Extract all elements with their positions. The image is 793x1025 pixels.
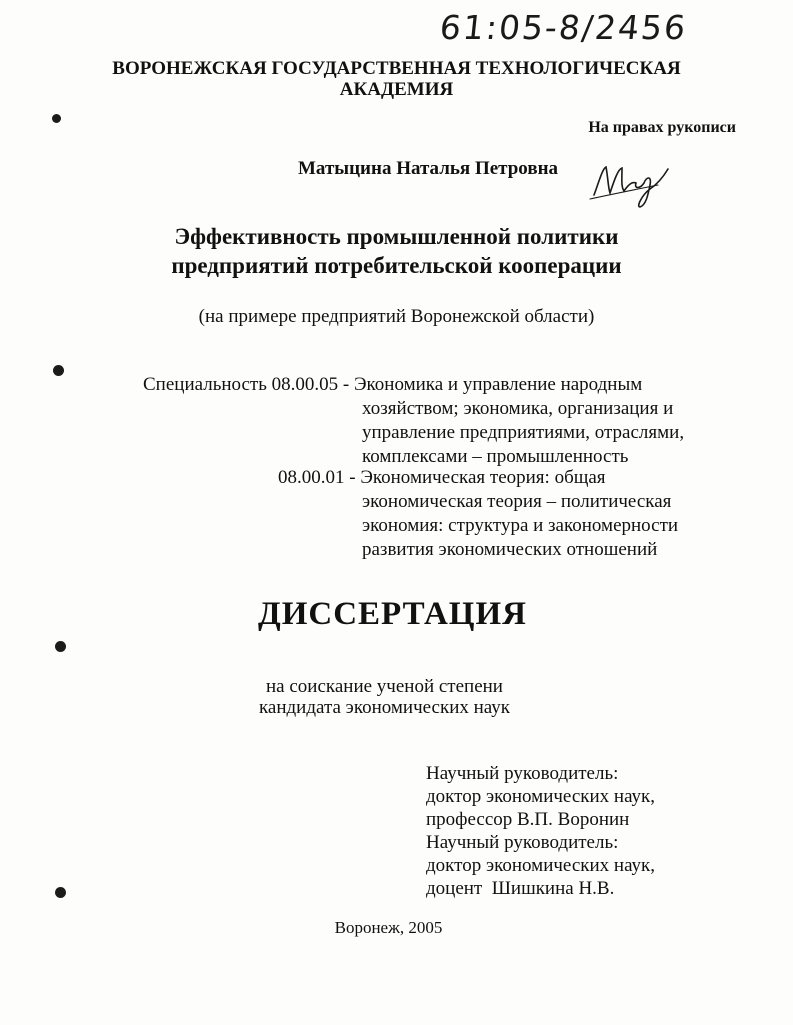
specialty-2-line: экономия: структура и закономерности (362, 515, 679, 536)
degree-line-1: на соискание ученой степени (266, 676, 503, 697)
specialty-2-line: развития экономических отношений (362, 539, 658, 560)
subtitle: (на примере предприятий Воронежской области) (198, 306, 595, 327)
supervisor-line: профессор В.П. Воронин (426, 809, 630, 830)
supervisor-line: доктор экономических наук, (426, 786, 656, 807)
dissertation-title (0, 222, 793, 280)
institution-line-2: АКАДЕМИЯ (339, 79, 454, 100)
title-line-2: предприятий потребительской кооперации (171, 253, 622, 278)
specialty-2-line: экономическая теория – политическая (362, 491, 672, 512)
specialty-intro: Специальность 08.00.05 - Экономика и управление народным (143, 374, 643, 395)
specialty-1-description (362, 397, 684, 469)
signature-icon (588, 155, 678, 210)
supervisor-line: доцент Шишкина Н.В. (426, 878, 615, 899)
degree-line-2: кандидата экономических наук (258, 697, 511, 718)
rights-note: На правах рукописи (588, 119, 736, 136)
specialty-1-line: комплексами – промышленность (362, 446, 629, 467)
punch-hole-mark (53, 365, 64, 376)
specialty-2-description (362, 490, 678, 562)
punch-hole-mark (52, 114, 61, 123)
city-year: Воронеж, 2005 (334, 918, 443, 937)
institution-line-1: ВОРОНЕЖСКАЯ ГОСУДАРСТВЕННАЯ ТЕХНОЛОГИЧЕСКАЯ (112, 58, 681, 79)
supervisor-line: Научный руководитель: (426, 763, 619, 784)
supervisors-block (426, 762, 655, 900)
specialty-1-line: управление предприятиями, отраслями, (362, 422, 685, 443)
punch-hole-mark (55, 887, 66, 898)
punch-hole-mark (55, 641, 66, 652)
institution-name (0, 58, 793, 100)
supervisor-line: доктор экономических наук, (426, 855, 656, 876)
title-line-1: Эффективность промышленной политики (174, 224, 619, 249)
specialty-1-line: хозяйством; экономика, организация и (362, 398, 674, 419)
specialty-2-code: 08.00.01 - Экономическая теория: общая (278, 467, 606, 488)
supervisor-line: Научный руководитель: (426, 832, 619, 853)
author-name: Матыцина Наталья Петровна (298, 158, 559, 179)
document-type-heading: ДИССЕРТАЦИЯ (258, 596, 527, 632)
degree-statement (0, 676, 781, 718)
archive-number-handwritten: 61:05-8/2456 (437, 8, 690, 47)
